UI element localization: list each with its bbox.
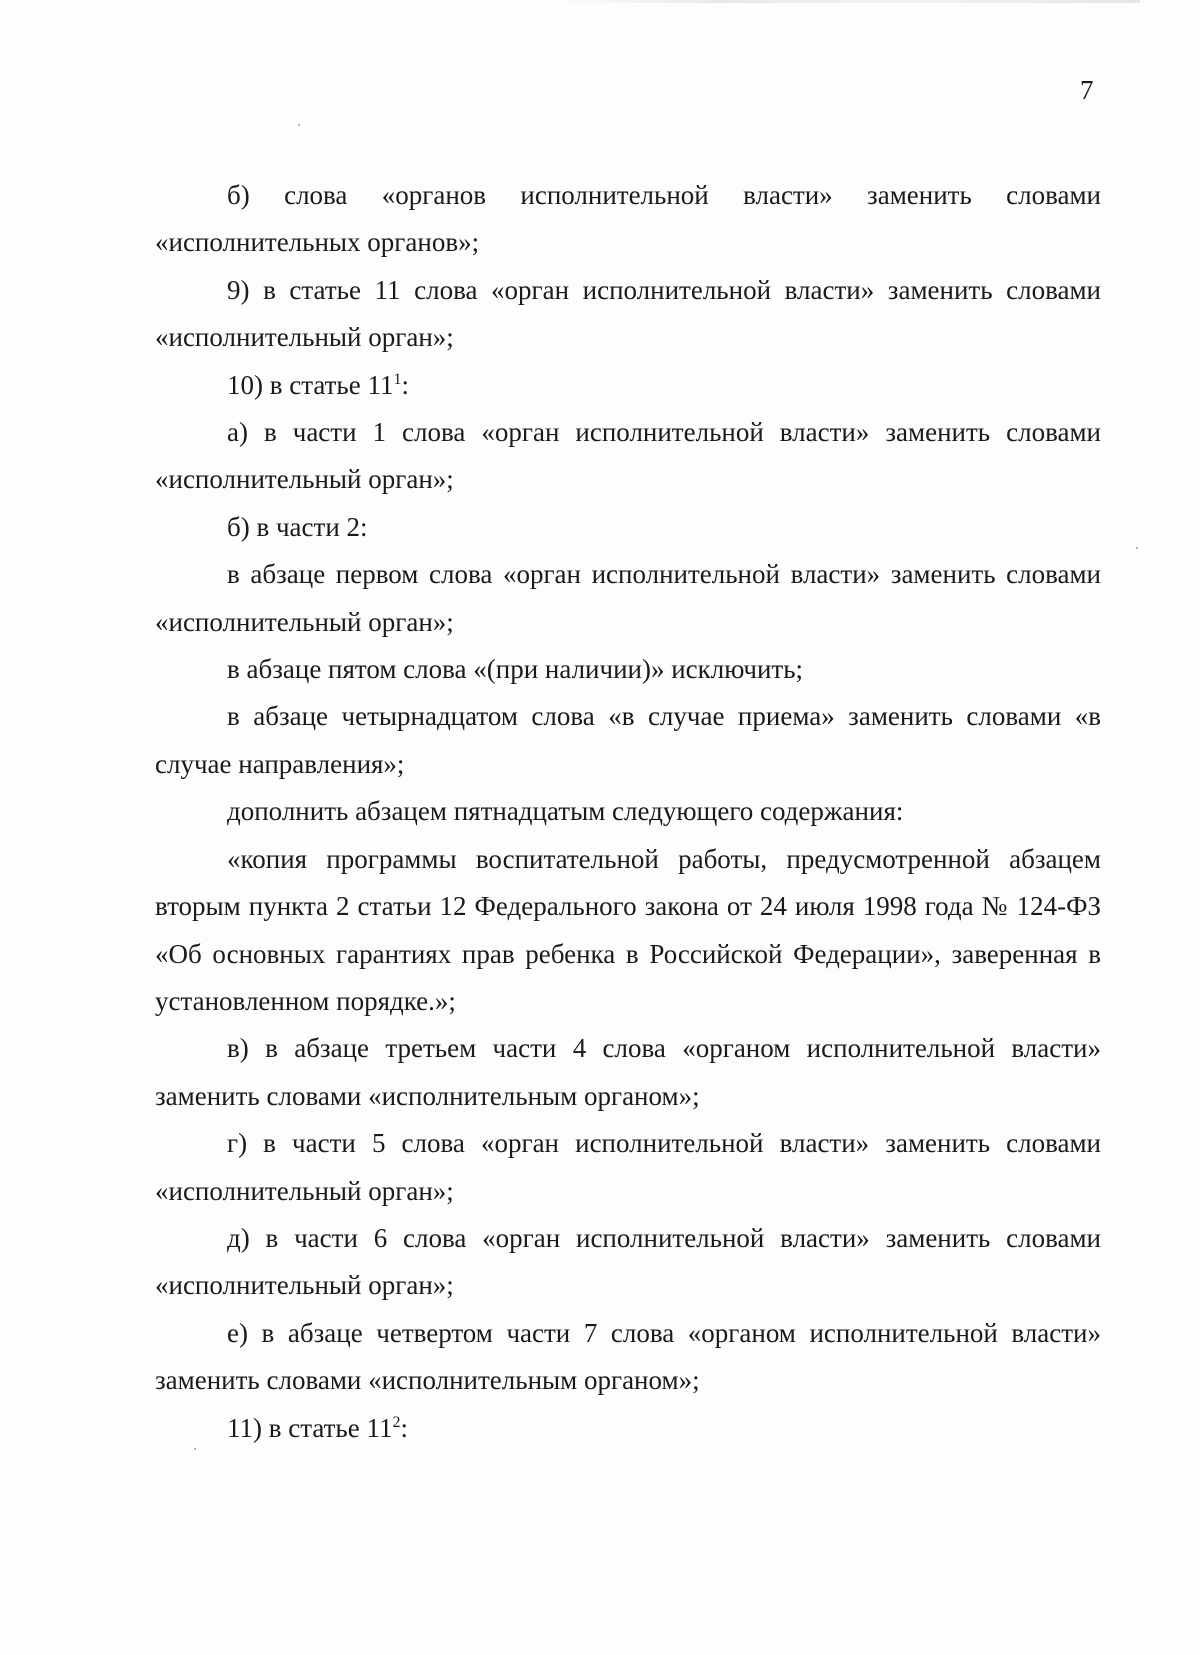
page-number: 7 (1080, 75, 1094, 105)
paragraph: в абзаце первом слова «орган исполнительной власти» заменить словами «исполнительный орган»; (155, 559, 1101, 637)
scan-speck (298, 124, 300, 126)
paragraph: г) в части 5 слова «орган исполнительной власти» заменить словами «исполнительный орган»; (155, 1128, 1101, 1206)
document-body (155, 172, 1101, 1452)
paragraph: 10) в статье $11^1$: (227, 369, 409, 400)
scan-speck (194, 1448, 196, 1450)
paragraph: 11) в статье $11^2$: (227, 1412, 408, 1443)
paragraph: е) в абзаце четвертом части 7 слова «органом исполнительной власти» заменить словами «исполнительным органом»; (155, 1317, 1101, 1396)
paragraph: 9) в статье 11 слова «орган исполнительной власти» заменить словами «исполнительный орган»; (155, 274, 1101, 353)
paragraph: б) в части 2: (227, 511, 368, 542)
scan-edge-mark (540, 0, 1140, 3)
paragraph: в) в абзаце третьем части 4 слова «органом исполнительной власти» заменить словами «исполнительным органом»; (155, 1033, 1101, 1111)
paragraph: в абзаце пятом слова «(при наличии)» исключить; (227, 654, 804, 685)
paragraph: а) в части 1 слова «орган исполнительной власти» заменить словами «исполнительный орган»; (155, 417, 1101, 495)
paragraph: дополнить абзацем пятнадцатым следующего содержания: (227, 796, 904, 827)
paragraph: в абзаце четырнадцатом слова «в случае приема» заменить словами «в случае направления»; (155, 701, 1101, 779)
quoted-paragraph: «копия программы воспитательной работы, предусмотренной абзацем вторым пункта 2 статьи 12 Федерального закона от 24 июля 1998 года № 124-ФЗ «Об основных гарантиях прав ребенка в Российской Федерации», заверенная в установленном порядке.»; (155, 843, 1101, 1016)
scan-speck (1136, 547, 1138, 549)
paragraph: д) в части 6 слова «орган исполнительной власти» заменить словами «исполнительный орган»; (155, 1222, 1101, 1301)
paragraph: б) слова «органов исполнительной власти» заменить словами «исполнительных органов»; (155, 180, 1101, 258)
